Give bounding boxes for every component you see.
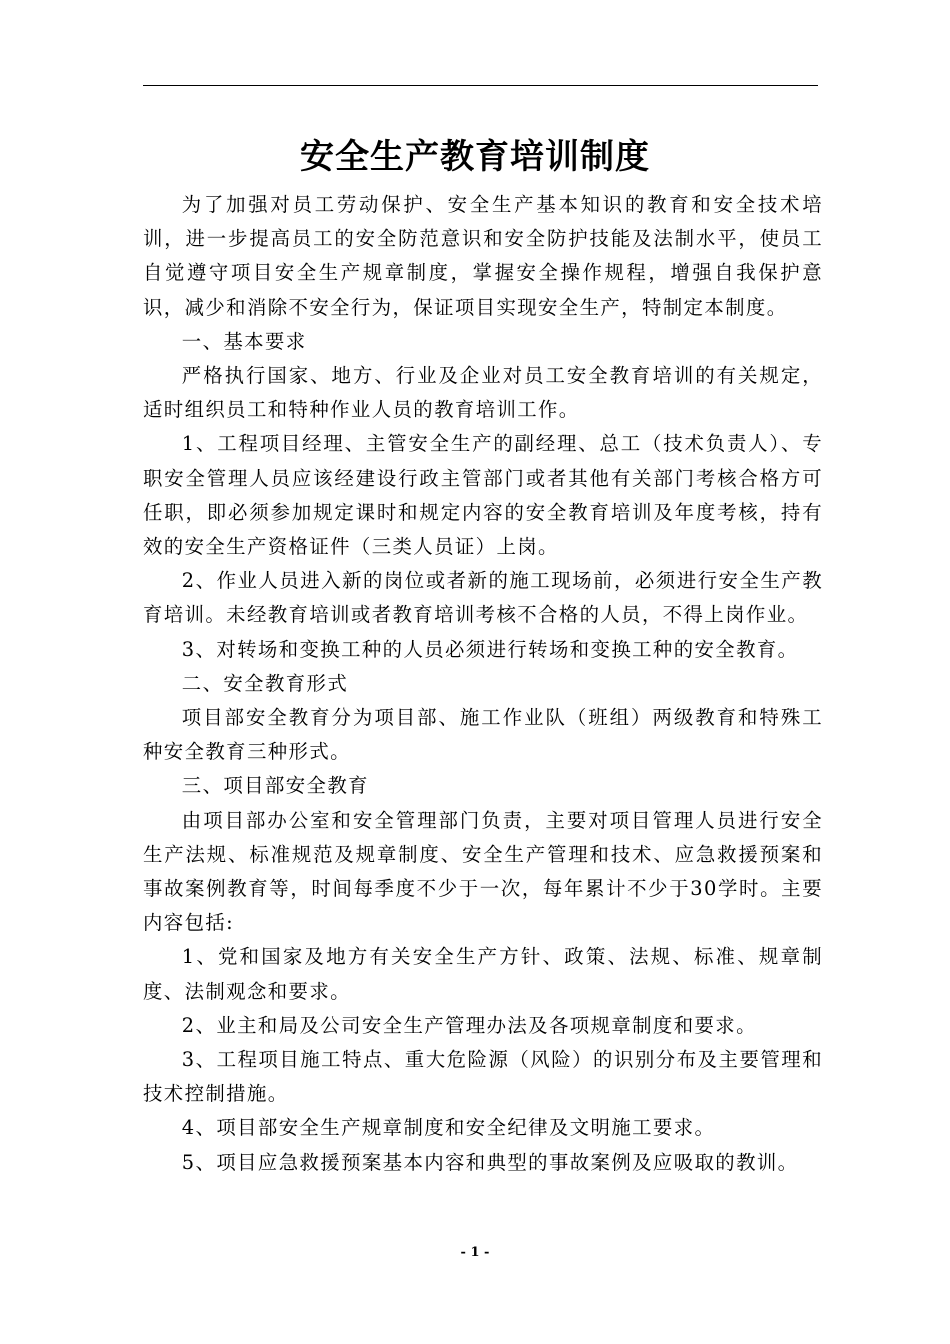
list-item: 3、对转场和变换工种的人员必须进行转场和变换工种的安全教育。 — [181, 637, 799, 661]
intro-paragraph: 为了加强对员工劳动保护、安全生产基本知识的教育和安全技术培训，进一步提高员工的安全防范意识和安全防护技能及法制水平，使员工自觉遵守项目安全生产规章制度，掌握安全操作规程，增强自我保护意识，减少和消除不安全行为，保证项目实现安全生产，特制定本制度。 — [143, 193, 823, 319]
list-item: 3、工程项目施工特点、重大危险源（风险）的识别分布及主要管理和技术控制措施。 — [143, 1048, 823, 1106]
list-item: 2、业主和局及公司安全生产管理办法及各项规章制度和要求。 — [181, 1013, 757, 1037]
document-body — [143, 188, 823, 1180]
paragraph: 项目部安全教育分为项目部、施工作业队（班组）两级教育和特殊工种安全教育三种形式。 — [143, 706, 823, 764]
document-title: 安全生产教育培训制度 — [300, 136, 650, 177]
section-heading-project-education: 三、项目部安全教育 — [181, 774, 369, 798]
list-item: 1、工程项目经理、主管安全生产的副经理、总工（技术负责人）、专职安全管理人员应该经建设行政主管部门或者其他有关部门考核合格方可任职，即必须参加规定课时和规定内容的安全教育培训及年度考核，持有效的安全生产资格证件（三类人员证）上岗。 — [143, 432, 823, 559]
list-item: 1、党和国家及地方有关安全生产方针、政策、法规、标准、规章制度、法制观念和要求。 — [143, 945, 823, 1003]
list-item: 4、项目部安全生产规章制度和安全纪律及文明施工要求。 — [181, 1116, 716, 1140]
list-item: 2、作业人员进入新的岗位或者新的施工现场前，必须进行安全生产教育培训。未经教育培训或者教育培训考核不合格的人员，不得上岗作业。 — [143, 569, 823, 627]
paragraph: 严格执行国家、地方、行业及企业对员工安全教育培训的有关规定，适时组织员工和特种作业人员的教育培训工作。 — [143, 364, 823, 422]
section-heading-education-forms: 二、安全教育形式 — [181, 671, 349, 695]
header-rule — [143, 85, 818, 86]
section-heading-basic-requirements: 一、基本要求 — [181, 329, 307, 353]
page-number: - 1 - — [460, 1245, 490, 1260]
list-item: 5、项目应急救援预案基本内容和典型的事故案例及应吸取的教训。 — [181, 1150, 799, 1174]
paragraph: 由项目部办公室和安全管理部门负责，主要对项目管理人员进行安全生产法规、标准规范及规章制度、安全生产管理和技术、应急救援预案和事故案例教育等，时间每季度不少于一次，每年累计不少于30学时。主要内容包括: — [143, 808, 823, 935]
